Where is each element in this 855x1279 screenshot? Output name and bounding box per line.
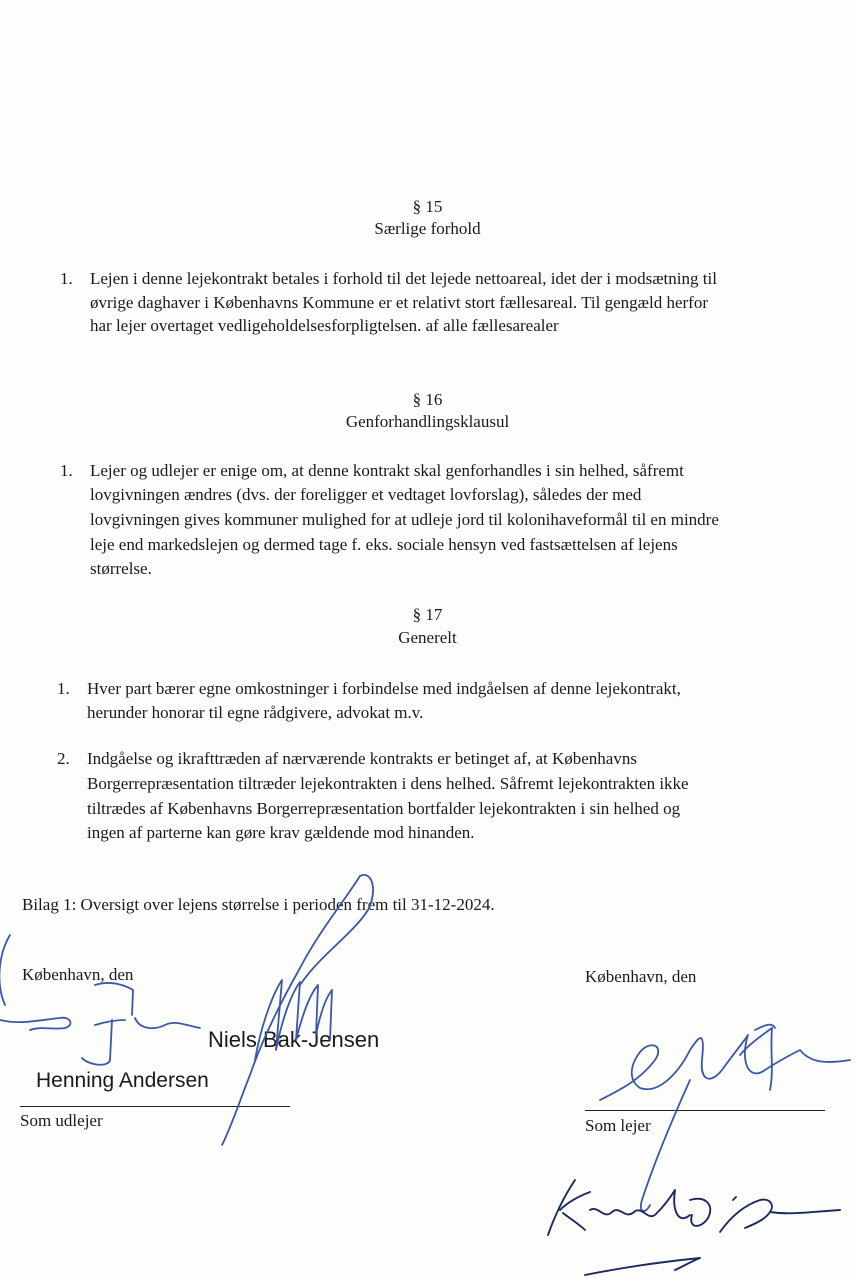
item-line: lovgivningen gives kommuner mulighed for at udleje jord til kolonihaveformål til en mindre — [90, 510, 719, 529]
item-line: har lejer overtaget vedligeholdelsesforpligtelsen. af alle fællesarealer — [90, 316, 559, 335]
signature-stroke-right-2 — [740, 1028, 772, 1090]
printed-name-henning: Henning Andersen — [36, 1069, 209, 1092]
item-line: lovgivningen ændres (dvs. der foreligger et vedtaget lovforslag), således der med — [90, 485, 642, 504]
signature-stroke-knud-4 — [720, 1200, 840, 1232]
right-place-date: København, den — [585, 967, 697, 986]
item-line: Lejer og udlejer er enige om, at denne kontrakt skal genforhandles i sin helhed, såfremt — [90, 461, 684, 480]
signature-stroke-knud-2 — [590, 1190, 690, 1218]
printed-name-niels: Niels Bak-Jensen — [208, 1027, 380, 1052]
left-place-date: København, den — [22, 965, 134, 984]
item-line: ingen af parterne kan gøre krav gældende mod hinanden. — [87, 823, 475, 842]
item-number: 1. — [60, 269, 73, 288]
signature-stroke-knud-under — [585, 1258, 700, 1275]
item-line: størrelse. — [90, 559, 152, 578]
signature-stroke-right-3 — [641, 1080, 690, 1211]
signature-stroke-knud-1 — [548, 1180, 590, 1235]
signature-stroke-knud-3 — [690, 1199, 710, 1226]
signature-stroke-right-1 — [600, 1035, 850, 1100]
item-number: 2. — [57, 749, 70, 768]
signature-stroke-diagonal — [222, 876, 360, 1145]
section-16-title: Genforhandlingsklausul — [345, 412, 510, 431]
right-role: Som lejer — [585, 1116, 651, 1135]
section-15-number: § 15 — [412, 197, 443, 216]
item-line: Borgerrepræsentation tiltræder lejekontrakten i dens helhed. Såfremt lejekontrakten ikke — [87, 774, 689, 793]
section-16-number: § 16 — [412, 390, 443, 409]
signature-stroke-loop — [300, 875, 373, 985]
item-line: Indgåelse og ikrafttræden af nærværende kontrakts er betinget af, at Københavns — [87, 749, 637, 768]
item-number: 1. — [57, 679, 70, 698]
item-line: tiltrædes af Københavns Borgerrepræsentation bortfalder lejekontrakten i sin helhed og — [87, 799, 681, 818]
signature-stroke-knud-dot — [733, 1197, 736, 1200]
signature-stroke-left-1 — [0, 1018, 70, 1030]
signature-stroke-left-2 — [82, 1020, 125, 1065]
item-number: 1. — [60, 461, 73, 480]
annex-line: Bilag 1: Oversigt over lejens størrelse i perioden frem til 31-12-2024. — [22, 895, 495, 914]
item-line: Lejen i denne lejekontrakt betales i forhold til det lejede nettoareal, idet der i modsætning til — [90, 269, 717, 288]
section-15-title: Særlige forhold — [374, 219, 481, 238]
signature-stroke-left-3 — [135, 1018, 200, 1028]
item-line: leje end markedslejen og dermed tage f. eks. sociale hensyn ved fastsættelsen af lejens — [90, 535, 678, 554]
section-17-title: Generelt — [398, 628, 457, 647]
signature-stroke-paren — [0, 935, 10, 1005]
signature-stroke-left-4 — [95, 983, 133, 1015]
item-line: herunder honorar til egne rådgivere, advokat m.v. — [87, 703, 424, 722]
left-role: Som udlejer — [20, 1111, 103, 1130]
section-17-number: § 17 — [412, 605, 443, 624]
item-line: Hver part bærer egne omkostninger i forbindelse med indgåelsen af denne lejekontrakt, — [87, 679, 681, 698]
item-line: øvrige daghaver i Københavns Kommune er et relativt stort fællesareal. Til gengæld herfor — [90, 293, 708, 312]
right-signature-rule — [585, 1110, 825, 1111]
left-signature-rule — [20, 1106, 290, 1107]
signature-stroke-right-4 — [755, 1025, 775, 1030]
